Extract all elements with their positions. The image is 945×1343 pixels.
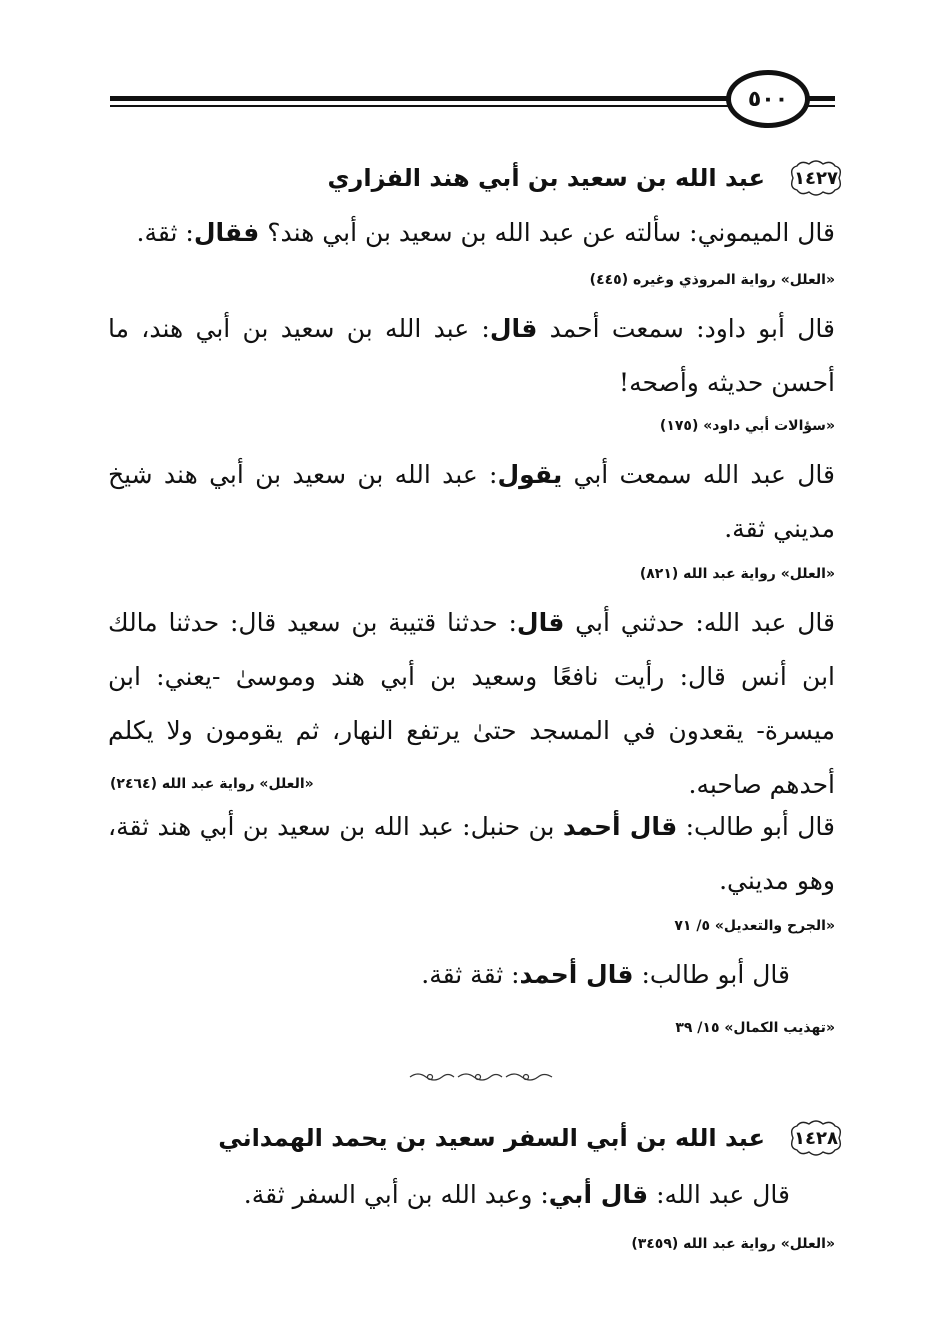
citation: «العلل» رواية عبد الله (٨٢١): [639, 566, 835, 582]
citation: «العلل» رواية عبد الله (٣٤٥٩): [631, 1236, 835, 1252]
entry-heading-1428: [218, 1118, 845, 1158]
paragraph: قال عبد الله: قال أبي: وعبد الله بن أبي السفر ثقة.: [243, 1180, 790, 1209]
entry-number-badge: [787, 1118, 845, 1158]
citation: «العلل» رواية المروذي وغيره (٤٤٥): [589, 272, 835, 288]
entry-number: ١٤٢٧: [794, 167, 838, 189]
entry-heading-1427: [328, 158, 845, 198]
entry-number-badge: [787, 158, 845, 198]
citation: «الجرح والتعديل» ٥/ ٧١: [674, 918, 835, 934]
entry-number: ١٤٢٨: [794, 1127, 838, 1149]
citation: «العلل» رواية عبد الله (٢٤٦٤): [110, 776, 314, 792]
section-divider-ornament: [408, 1069, 554, 1085]
citation: «تهذيب الكمال» ١٥/ ٣٩: [675, 1020, 835, 1036]
entry-title: عبد الله بن سعيد بن أبي هند الفزاري: [327, 164, 765, 192]
entry-title: عبد الله بن أبي السفر سعيد بن يحمد الهمداني: [218, 1124, 765, 1152]
page-number-oval: [726, 70, 810, 128]
paragraph: قال أبو طالب: قال أحمد: ثقة ثقة.: [421, 960, 790, 989]
paragraph: قال أبو داود: سمعت أحمد قال: عبد الله بن سعيد بن أبي هند، ما أحسن حديثه وأصحه!: [108, 314, 835, 397]
page-number: ٥٠٠: [747, 86, 789, 112]
paragraph: قال عبد الله: حدثني أبي قال: حدثنا قتيبة بن سعيد قال: حدثنا مالك ابن أنس قال: رأيت نافعًا وسعيد بن أبي هند وموسىٰ -يعني: ابن ميسرة- يقعدون في المسجد حتىٰ يرتفع النهار، ثم يقومون ولا يكلم أحدهم صاحبه.: [108, 608, 835, 799]
citation: «سؤالات أبي داود» (١٧٥): [659, 418, 835, 434]
paragraph: قال الميموني: سألته عن عبد الله بن سعيد بن أبي هند؟ فقال: ثقة.: [136, 218, 835, 247]
paragraph: قال عبد الله سمعت أبي يقول: عبد الله بن سعيد بن أبي هند شيخ مديني ثقة.: [108, 460, 835, 543]
paragraph: قال أبو طالب: قال أحمد بن حنبل: عبد الله بن سعيد بن أبي هند ثقة، وهو مديني.: [108, 812, 835, 895]
